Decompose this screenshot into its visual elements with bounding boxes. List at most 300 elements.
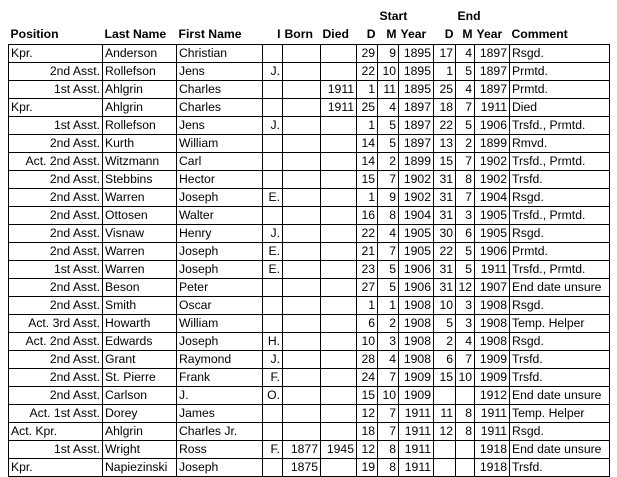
start-month-cell[interactable]: 11	[378, 81, 399, 99]
initial-cell[interactable]	[263, 315, 283, 333]
position-cell[interactable]: 2nd Asst.	[9, 369, 103, 387]
end-day-cell[interactable]: 5	[434, 315, 456, 333]
start-year-cell[interactable]: 1902	[399, 171, 434, 189]
start-year-cell[interactable]: 1906	[399, 261, 434, 279]
initial-cell[interactable]	[263, 297, 283, 315]
start-year-cell[interactable]: 1908	[399, 315, 434, 333]
initial-cell[interactable]	[263, 81, 283, 99]
died-cell[interactable]	[321, 405, 357, 423]
start-day-cell[interactable]: 15	[357, 171, 378, 189]
start-year-cell[interactable]: 1897	[399, 117, 434, 135]
position-cell[interactable]: 1st Asst.	[9, 81, 103, 99]
comment-cell[interactable]: Rsgd.	[510, 297, 610, 315]
position-cell[interactable]: 1st Asst.	[9, 441, 103, 459]
start-day-cell[interactable]: 1	[357, 81, 378, 99]
comment-cell[interactable]: Died	[510, 99, 610, 117]
end-year-cell[interactable]: 1908	[475, 315, 510, 333]
comment-cell[interactable]: Trsfd., Prmtd.	[510, 117, 610, 135]
start-year-cell[interactable]: 1897	[399, 135, 434, 153]
col-header-start-year[interactable]: Year	[400, 27, 427, 41]
comment-cell[interactable]: Trsfd.	[510, 171, 610, 189]
start-year-cell[interactable]: 1908	[399, 333, 434, 351]
died-cell[interactable]	[321, 207, 357, 225]
initial-cell[interactable]: J.	[263, 351, 283, 369]
end-year-cell[interactable]: 1909	[475, 369, 510, 387]
initial-cell[interactable]: E.	[263, 261, 283, 279]
born-cell[interactable]	[283, 45, 321, 63]
comment-cell[interactable]: Trsfd.	[510, 369, 610, 387]
start-year-cell[interactable]: 1908	[399, 297, 434, 315]
first-name-cell[interactable]: Charles Jr.	[177, 423, 263, 441]
initial-cell[interactable]	[263, 99, 283, 117]
end-month-cell[interactable]: 7	[456, 189, 475, 207]
died-cell[interactable]	[321, 423, 357, 441]
end-month-cell[interactable]: 12	[456, 279, 475, 297]
start-year-cell[interactable]: 1908	[399, 351, 434, 369]
end-day-cell[interactable]: 22	[434, 117, 456, 135]
start-month-cell[interactable]: 5	[378, 117, 399, 135]
last-name-cell[interactable]: Kurth	[103, 135, 177, 153]
end-month-cell[interactable]: 8	[456, 171, 475, 189]
end-year-cell[interactable]: 1918	[475, 459, 510, 477]
end-month-cell[interactable]: 5	[456, 243, 475, 261]
start-day-cell[interactable]: 1	[357, 117, 378, 135]
end-day-cell[interactable]	[434, 387, 456, 405]
start-month-cell[interactable]: 3	[378, 333, 399, 351]
end-month-cell[interactable]: 3	[456, 297, 475, 315]
start-month-cell[interactable]: 4	[378, 225, 399, 243]
end-year-cell[interactable]: 1909	[475, 351, 510, 369]
position-cell[interactable]: Act. 1st Asst.	[9, 405, 103, 423]
end-month-cell[interactable]: 10	[456, 369, 475, 387]
end-month-cell[interactable]: 7	[456, 153, 475, 171]
start-day-cell[interactable]: 12	[357, 405, 378, 423]
last-name-cell[interactable]: Howarth	[103, 315, 177, 333]
start-year-cell[interactable]: 1909	[399, 387, 434, 405]
col-header-born[interactable]: Born	[284, 27, 313, 41]
end-month-cell[interactable]: 5	[456, 117, 475, 135]
col-header-first-name[interactable]: First Name	[178, 27, 242, 41]
end-day-cell[interactable]: 17	[434, 45, 456, 63]
last-name-cell[interactable]: Anderson	[103, 45, 177, 63]
first-name-cell[interactable]: William	[177, 135, 263, 153]
initial-cell[interactable]	[263, 153, 283, 171]
start-day-cell[interactable]: 10	[357, 333, 378, 351]
born-cell[interactable]	[283, 63, 321, 81]
end-month-cell[interactable]	[456, 459, 475, 477]
initial-cell[interactable]	[263, 279, 283, 297]
col-header-last-name[interactable]: Last Name	[104, 27, 167, 41]
position-cell[interactable]: Kpr.	[9, 45, 103, 63]
first-name-cell[interactable]: Carl	[177, 153, 263, 171]
comment-cell[interactable]: Rsgd.	[510, 189, 610, 207]
start-month-cell[interactable]: 4	[378, 351, 399, 369]
first-name-cell[interactable]: Peter	[177, 279, 263, 297]
born-cell[interactable]: 1875	[283, 459, 321, 477]
first-name-cell[interactable]: Frank	[177, 369, 263, 387]
born-cell[interactable]	[283, 405, 321, 423]
col-header-comment[interactable]: Comment	[511, 27, 568, 41]
died-cell[interactable]: 1945	[321, 441, 357, 459]
died-cell[interactable]	[321, 243, 357, 261]
comment-cell[interactable]: Trsfd., Prmtd.	[510, 153, 610, 171]
initial-cell[interactable]: O.	[263, 387, 283, 405]
start-month-cell[interactable]: 5	[378, 261, 399, 279]
initial-cell[interactable]	[263, 207, 283, 225]
born-cell[interactable]	[283, 207, 321, 225]
died-cell[interactable]	[321, 351, 357, 369]
first-name-cell[interactable]: Christian	[177, 45, 263, 63]
start-month-cell[interactable]: 5	[378, 279, 399, 297]
comment-cell[interactable]: Rsgd.	[510, 333, 610, 351]
end-month-cell[interactable]	[456, 441, 475, 459]
last-name-cell[interactable]: Smith	[103, 297, 177, 315]
end-year-cell[interactable]: 1911	[475, 405, 510, 423]
start-day-cell[interactable]: 1	[357, 297, 378, 315]
end-day-cell[interactable]: 6	[434, 351, 456, 369]
initial-cell[interactable]: J.	[263, 63, 283, 81]
end-month-cell[interactable]: 7	[456, 351, 475, 369]
start-month-cell[interactable]: 7	[378, 243, 399, 261]
position-cell[interactable]: 2nd Asst.	[9, 189, 103, 207]
end-day-cell[interactable]: 1	[434, 63, 456, 81]
start-year-cell[interactable]: 1905	[399, 243, 434, 261]
end-day-cell[interactable]: 31	[434, 261, 456, 279]
col-header-died[interactable]: Died	[322, 27, 349, 41]
last-name-cell[interactable]: Warren	[103, 189, 177, 207]
start-month-cell[interactable]: 8	[378, 459, 399, 477]
initial-cell[interactable]	[263, 423, 283, 441]
last-name-cell[interactable]: Rollefson	[103, 63, 177, 81]
born-cell[interactable]	[283, 99, 321, 117]
start-day-cell[interactable]: 12	[357, 441, 378, 459]
born-cell[interactable]	[283, 279, 321, 297]
last-name-cell[interactable]: Visnaw	[103, 225, 177, 243]
col-header-start-day[interactable]: D	[366, 27, 376, 41]
died-cell[interactable]	[321, 333, 357, 351]
end-year-cell[interactable]: 1902	[475, 153, 510, 171]
end-month-cell[interactable]: 2	[456, 135, 475, 153]
end-year-cell[interactable]: 1902	[475, 171, 510, 189]
end-day-cell[interactable]: 31	[434, 279, 456, 297]
initial-cell[interactable]: F.	[263, 441, 283, 459]
first-name-cell[interactable]: Ross	[177, 441, 263, 459]
born-cell[interactable]	[283, 135, 321, 153]
col-header-start-month[interactable]: M	[386, 27, 397, 41]
end-day-cell[interactable]: 13	[434, 135, 456, 153]
last-name-cell[interactable]: Wright	[103, 441, 177, 459]
end-day-cell[interactable]: 15	[434, 369, 456, 387]
position-cell[interactable]: 2nd Asst.	[9, 351, 103, 369]
died-cell[interactable]: 1911	[321, 99, 357, 117]
comment-cell[interactable]: Prmtd.	[510, 81, 610, 99]
born-cell[interactable]	[283, 297, 321, 315]
born-cell[interactable]: 1877	[283, 441, 321, 459]
first-name-cell[interactable]: Charles	[177, 81, 263, 99]
died-cell[interactable]	[321, 63, 357, 81]
end-month-cell[interactable]: 8	[456, 405, 475, 423]
end-year-cell[interactable]: 1911	[475, 423, 510, 441]
first-name-cell[interactable]: Joseph	[177, 459, 263, 477]
end-day-cell[interactable]: 30	[434, 225, 456, 243]
end-month-cell[interactable]: 8	[456, 423, 475, 441]
first-name-cell[interactable]: Jens	[177, 63, 263, 81]
start-day-cell[interactable]: 14	[357, 135, 378, 153]
start-year-cell[interactable]: 1905	[399, 225, 434, 243]
start-year-cell[interactable]: 1902	[399, 189, 434, 207]
end-day-cell[interactable]: 25	[434, 81, 456, 99]
first-name-cell[interactable]: Jens	[177, 117, 263, 135]
end-year-cell[interactable]: 1897	[475, 63, 510, 81]
start-month-cell[interactable]: 7	[378, 369, 399, 387]
end-day-cell[interactable]: 12	[434, 423, 456, 441]
comment-cell[interactable]: Rsgd.	[510, 45, 610, 63]
born-cell[interactable]	[283, 225, 321, 243]
last-name-cell[interactable]: Witzmann	[103, 153, 177, 171]
last-name-cell[interactable]: Edwards	[103, 333, 177, 351]
position-cell[interactable]: Act. Kpr.	[9, 423, 103, 441]
start-year-cell[interactable]: 1895	[399, 63, 434, 81]
initial-cell[interactable]: E.	[263, 243, 283, 261]
end-month-cell[interactable]: 7	[456, 99, 475, 117]
comment-cell[interactable]: Trsfd.	[510, 351, 610, 369]
position-cell[interactable]: Act. 2nd Asst.	[9, 333, 103, 351]
start-year-cell[interactable]: 1911	[399, 459, 434, 477]
position-cell[interactable]: 2nd Asst.	[9, 279, 103, 297]
died-cell[interactable]	[321, 45, 357, 63]
start-day-cell[interactable]: 25	[357, 99, 378, 117]
start-day-cell[interactable]: 22	[357, 225, 378, 243]
start-month-cell[interactable]: 7	[378, 423, 399, 441]
start-month-cell[interactable]: 4	[378, 99, 399, 117]
born-cell[interactable]	[283, 333, 321, 351]
start-year-cell[interactable]: 1897	[399, 99, 434, 117]
born-cell[interactable]	[283, 243, 321, 261]
comment-cell[interactable]: End date unsure	[510, 441, 610, 459]
end-year-cell[interactable]: 1897	[475, 45, 510, 63]
position-cell[interactable]: 2nd Asst.	[9, 243, 103, 261]
start-day-cell[interactable]: 28	[357, 351, 378, 369]
first-name-cell[interactable]: Hector	[177, 171, 263, 189]
start-day-cell[interactable]: 21	[357, 243, 378, 261]
end-day-cell[interactable]: 11	[434, 405, 456, 423]
end-day-cell[interactable]: 31	[434, 189, 456, 207]
last-name-cell[interactable]: Warren	[103, 261, 177, 279]
end-month-cell[interactable]: 5	[456, 261, 475, 279]
start-month-cell[interactable]: 8	[378, 441, 399, 459]
start-day-cell[interactable]: 23	[357, 261, 378, 279]
start-day-cell[interactable]: 22	[357, 63, 378, 81]
start-day-cell[interactable]: 14	[357, 153, 378, 171]
end-month-cell[interactable]: 6	[456, 225, 475, 243]
died-cell[interactable]	[321, 315, 357, 333]
start-month-cell[interactable]: 10	[378, 387, 399, 405]
end-day-cell[interactable]: 18	[434, 99, 456, 117]
born-cell[interactable]	[283, 189, 321, 207]
position-cell[interactable]: 2nd Asst.	[9, 135, 103, 153]
start-year-cell[interactable]: 1899	[399, 153, 434, 171]
last-name-cell[interactable]: Ottosen	[103, 207, 177, 225]
died-cell[interactable]	[321, 459, 357, 477]
start-month-cell[interactable]: 8	[378, 207, 399, 225]
col-header-end-day[interactable]: D	[444, 27, 454, 41]
last-name-cell[interactable]: Ahlgrin	[103, 99, 177, 117]
died-cell[interactable]	[321, 369, 357, 387]
first-name-cell[interactable]: Joseph	[177, 261, 263, 279]
born-cell[interactable]	[283, 351, 321, 369]
died-cell[interactable]	[321, 153, 357, 171]
last-name-cell[interactable]: Rollefson	[103, 117, 177, 135]
last-name-cell[interactable]: Beson	[103, 279, 177, 297]
position-cell[interactable]: 2nd Asst.	[9, 225, 103, 243]
end-year-cell[interactable]: 1907	[475, 279, 510, 297]
col-header-end-year[interactable]: Year	[476, 27, 503, 41]
end-month-cell[interactable]	[456, 387, 475, 405]
comment-cell[interactable]: End date unsure	[510, 279, 610, 297]
first-name-cell[interactable]: Joseph	[177, 189, 263, 207]
col-header-position[interactable]: Position	[10, 27, 59, 41]
initial-cell[interactable]: H.	[263, 333, 283, 351]
died-cell[interactable]	[321, 117, 357, 135]
start-year-cell[interactable]: 1904	[399, 207, 434, 225]
initial-cell[interactable]: F.	[263, 369, 283, 387]
last-name-cell[interactable]: Stebbins	[103, 171, 177, 189]
start-year-cell[interactable]: 1911	[399, 423, 434, 441]
end-day-cell[interactable]	[434, 459, 456, 477]
initial-cell[interactable]	[263, 171, 283, 189]
died-cell[interactable]	[321, 387, 357, 405]
comment-cell[interactable]: Trsfd., Prmtd.	[510, 207, 610, 225]
comment-cell[interactable]: Prmtd.	[510, 63, 610, 81]
position-cell[interactable]: 2nd Asst.	[9, 297, 103, 315]
initial-cell[interactable]	[263, 405, 283, 423]
start-month-cell[interactable]: 2	[378, 153, 399, 171]
end-year-cell[interactable]: 1897	[475, 81, 510, 99]
start-month-cell[interactable]: 5	[378, 135, 399, 153]
col-header-initial[interactable]: I	[277, 27, 281, 41]
born-cell[interactable]	[283, 153, 321, 171]
comment-cell[interactable]: Prmtd.	[510, 243, 610, 261]
last-name-cell[interactable]: Napiezinski	[103, 459, 177, 477]
position-cell[interactable]: 2nd Asst.	[9, 207, 103, 225]
end-month-cell[interactable]: 4	[456, 333, 475, 351]
start-year-cell[interactable]: 1895	[399, 45, 434, 63]
comment-cell[interactable]: Trsfd., Prmtd.	[510, 261, 610, 279]
start-month-cell[interactable]: 7	[378, 405, 399, 423]
start-day-cell[interactable]: 19	[357, 459, 378, 477]
end-month-cell[interactable]: 3	[456, 315, 475, 333]
last-name-cell[interactable]: Carlson	[103, 387, 177, 405]
first-name-cell[interactable]: J.	[177, 387, 263, 405]
end-year-cell[interactable]: 1906	[475, 117, 510, 135]
comment-cell[interactable]: Rmvd.	[510, 135, 610, 153]
first-name-cell[interactable]: Raymond	[177, 351, 263, 369]
start-day-cell[interactable]: 6	[357, 315, 378, 333]
initial-cell[interactable]	[263, 45, 283, 63]
died-cell[interactable]	[321, 171, 357, 189]
died-cell[interactable]	[321, 225, 357, 243]
end-year-cell[interactable]: 1905	[475, 207, 510, 225]
start-day-cell[interactable]: 29	[357, 45, 378, 63]
start-year-cell[interactable]: 1909	[399, 369, 434, 387]
comment-cell[interactable]: Temp. Helper	[510, 315, 610, 333]
position-cell[interactable]: 1st Asst.	[9, 117, 103, 135]
died-cell[interactable]	[321, 135, 357, 153]
end-month-cell[interactable]: 4	[456, 45, 475, 63]
start-year-cell[interactable]: 1911	[399, 405, 434, 423]
end-day-cell[interactable]: 31	[434, 171, 456, 189]
start-month-cell[interactable]: 2	[378, 315, 399, 333]
end-year-cell[interactable]: 1918	[475, 441, 510, 459]
born-cell[interactable]	[283, 369, 321, 387]
last-name-cell[interactable]: St. Pierre	[103, 369, 177, 387]
first-name-cell[interactable]: Henry	[177, 225, 263, 243]
start-month-cell[interactable]: 7	[378, 171, 399, 189]
end-month-cell[interactable]: 3	[456, 207, 475, 225]
position-cell[interactable]: Act. 3rd Asst.	[9, 315, 103, 333]
end-year-cell[interactable]: 1912	[475, 387, 510, 405]
start-day-cell[interactable]: 15	[357, 387, 378, 405]
position-cell[interactable]: 2nd Asst.	[9, 171, 103, 189]
died-cell[interactable]	[321, 189, 357, 207]
end-year-cell[interactable]: 1906	[475, 243, 510, 261]
position-cell[interactable]: Kpr.	[9, 99, 103, 117]
start-day-cell[interactable]: 27	[357, 279, 378, 297]
start-month-cell[interactable]: 1	[378, 297, 399, 315]
position-cell[interactable]: 2nd Asst.	[9, 387, 103, 405]
end-year-cell[interactable]: 1904	[475, 189, 510, 207]
born-cell[interactable]	[283, 387, 321, 405]
end-day-cell[interactable]: 22	[434, 243, 456, 261]
first-name-cell[interactable]: Joseph	[177, 333, 263, 351]
position-cell[interactable]: 1st Asst.	[9, 261, 103, 279]
end-day-cell[interactable]: 2	[434, 333, 456, 351]
first-name-cell[interactable]: Walter	[177, 207, 263, 225]
first-name-cell[interactable]: William	[177, 315, 263, 333]
start-month-cell[interactable]: 9	[378, 189, 399, 207]
born-cell[interactable]	[283, 117, 321, 135]
start-year-cell[interactable]: 1911	[399, 441, 434, 459]
initial-cell[interactable]: E.	[263, 189, 283, 207]
end-day-cell[interactable]: 10	[434, 297, 456, 315]
first-name-cell[interactable]: James	[177, 405, 263, 423]
comment-cell[interactable]: Rsgd.	[510, 225, 610, 243]
end-day-cell[interactable]: 15	[434, 153, 456, 171]
born-cell[interactable]	[283, 81, 321, 99]
col-header-end-month[interactable]: M	[462, 27, 473, 41]
last-name-cell[interactable]: Ahlgrin	[103, 81, 177, 99]
position-cell[interactable]: Kpr.	[9, 459, 103, 477]
died-cell[interactable]	[321, 297, 357, 315]
last-name-cell[interactable]: Dorey	[103, 405, 177, 423]
died-cell[interactable]	[321, 261, 357, 279]
start-month-cell[interactable]: 10	[378, 63, 399, 81]
last-name-cell[interactable]: Ahlgrin	[103, 423, 177, 441]
last-name-cell[interactable]: Grant	[103, 351, 177, 369]
comment-cell[interactable]: Trsfd.	[510, 459, 610, 477]
end-year-cell[interactable]: 1908	[475, 333, 510, 351]
start-day-cell[interactable]: 24	[357, 369, 378, 387]
end-day-cell[interactable]: 31	[434, 207, 456, 225]
end-year-cell[interactable]: 1911	[475, 261, 510, 279]
position-cell[interactable]: 2nd Asst.	[9, 63, 103, 81]
born-cell[interactable]	[283, 171, 321, 189]
initial-cell[interactable]: J.	[263, 117, 283, 135]
end-year-cell[interactable]: 1908	[475, 297, 510, 315]
start-year-cell[interactable]: 1906	[399, 279, 434, 297]
start-year-cell[interactable]: 1895	[399, 81, 434, 99]
start-day-cell[interactable]: 18	[357, 423, 378, 441]
